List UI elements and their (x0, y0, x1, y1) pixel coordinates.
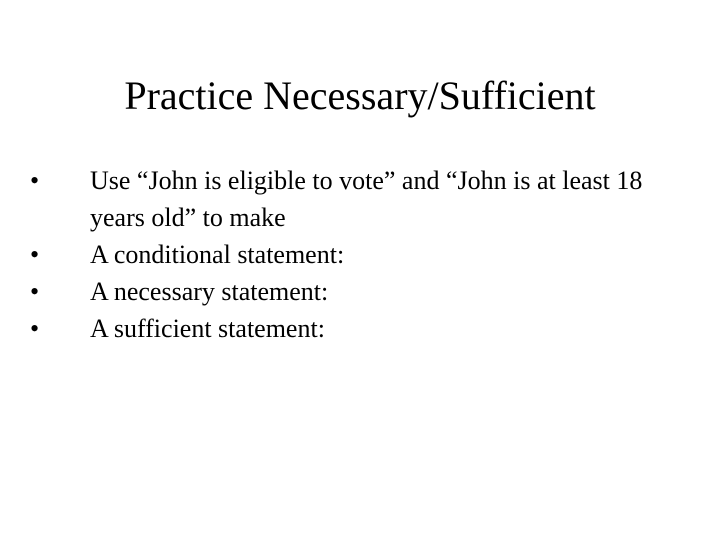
bullet-text: A sufficient statement: (90, 314, 325, 343)
bullet-dot-icon: • (30, 277, 40, 306)
slide-title: Practice Necessary/Sufficient (124, 73, 596, 118)
bullet-text: A necessary statement: (90, 277, 329, 306)
bullet-text: Use “John is eligible to vote” and “John is at least 18 years old” to make (90, 166, 643, 232)
bullet-item (30, 310, 690, 347)
bullet-item (30, 273, 690, 310)
bullet-item (30, 236, 690, 273)
bullet-dot-icon: • (30, 166, 40, 195)
bullet-list (30, 162, 690, 347)
bullet-dot-icon: • (30, 240, 40, 269)
bullet-text: A conditional statement: (90, 240, 345, 269)
bullet-item (30, 162, 690, 236)
bullet-dot-icon: • (30, 314, 40, 343)
